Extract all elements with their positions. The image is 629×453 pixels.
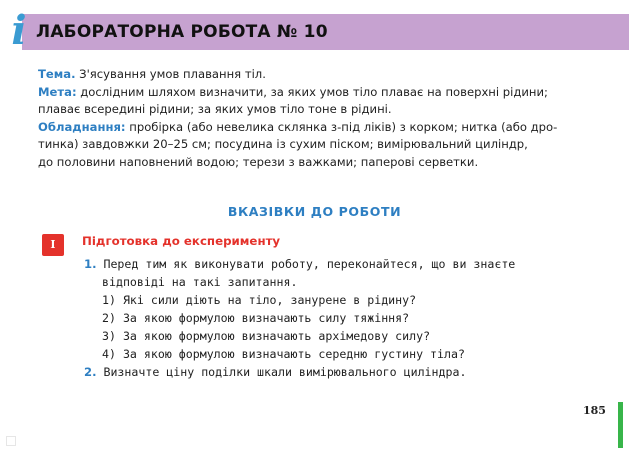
step-1-text-2: відповіді на такі запитання. [102, 275, 298, 289]
instructions-heading: ВКАЗІВКИ ДО РОБОТИ [227, 204, 402, 219]
equipment-label: Обладнання: [38, 119, 126, 134]
intro-block [38, 66, 623, 171]
goal-text-1: дослідним шляхом визначити, за яких умов тіло плаває на поверхні рідини; [80, 84, 548, 99]
question-item: 4) За якою формулою визначають середню густину тіла? [102, 347, 465, 361]
step-2-number: 2. [84, 365, 97, 379]
step-1 [84, 255, 624, 273]
page-number: 185 [583, 404, 606, 417]
equipment-line [38, 119, 623, 137]
step-1-number: 1. [84, 257, 97, 271]
goal-text-2: плаває всередині рідини; за яких умов тіло тоне в рідині. [38, 102, 392, 116]
goal-line [38, 84, 623, 102]
topic-line [38, 66, 623, 84]
step-2-text: Визначте ціну поділки шкали вимірювального циліндра. [103, 365, 467, 379]
equipment-text-2: тинка) завдовжки 20–25 см; посудина із сухим піском; вимірювальний циліндр, [38, 137, 528, 151]
question-item: 3) За якою формулою визначають архімедову силу? [102, 329, 431, 343]
goal-line-2 [38, 101, 623, 119]
equipment-text-3: до половини наповнений водою; терези з важками; паперові серветки. [38, 154, 479, 169]
header-bar [0, 7, 629, 54]
topic-label: Тема. [38, 67, 76, 81]
equipment-text-1: пробірка (або невелика склянка з-під ліків) з корком; нитка (або дро- [129, 119, 558, 134]
question-item: 2) За якою формулою визначають силу тяжіння? [102, 311, 410, 325]
section-badge-label: I [50, 238, 56, 251]
step-1-text: Перед тим як виконувати роботу, переконайтеся, що ви знаєте [103, 257, 516, 271]
equipment-line-3 [38, 154, 623, 172]
question-item: 1) Які сили діють на тіло, занурене в рідину? [102, 293, 417, 307]
info-i-icon: i [11, 7, 27, 54]
step-1-continued [84, 273, 624, 291]
section-badge [42, 234, 64, 256]
side-accent-bar [618, 402, 623, 448]
step-2 [84, 363, 624, 381]
goal-label: Мета: [38, 84, 77, 99]
topic-text: З'ясування умов плавання тіл. [79, 67, 266, 81]
section-title: Підготовка до експерименту [82, 234, 281, 248]
equipment-line-2 [38, 136, 623, 154]
corner-mark [6, 436, 16, 446]
page-title: ЛАБОРАТОРНА РОБОТА № 10 [36, 22, 328, 42]
steps-list [84, 255, 624, 381]
